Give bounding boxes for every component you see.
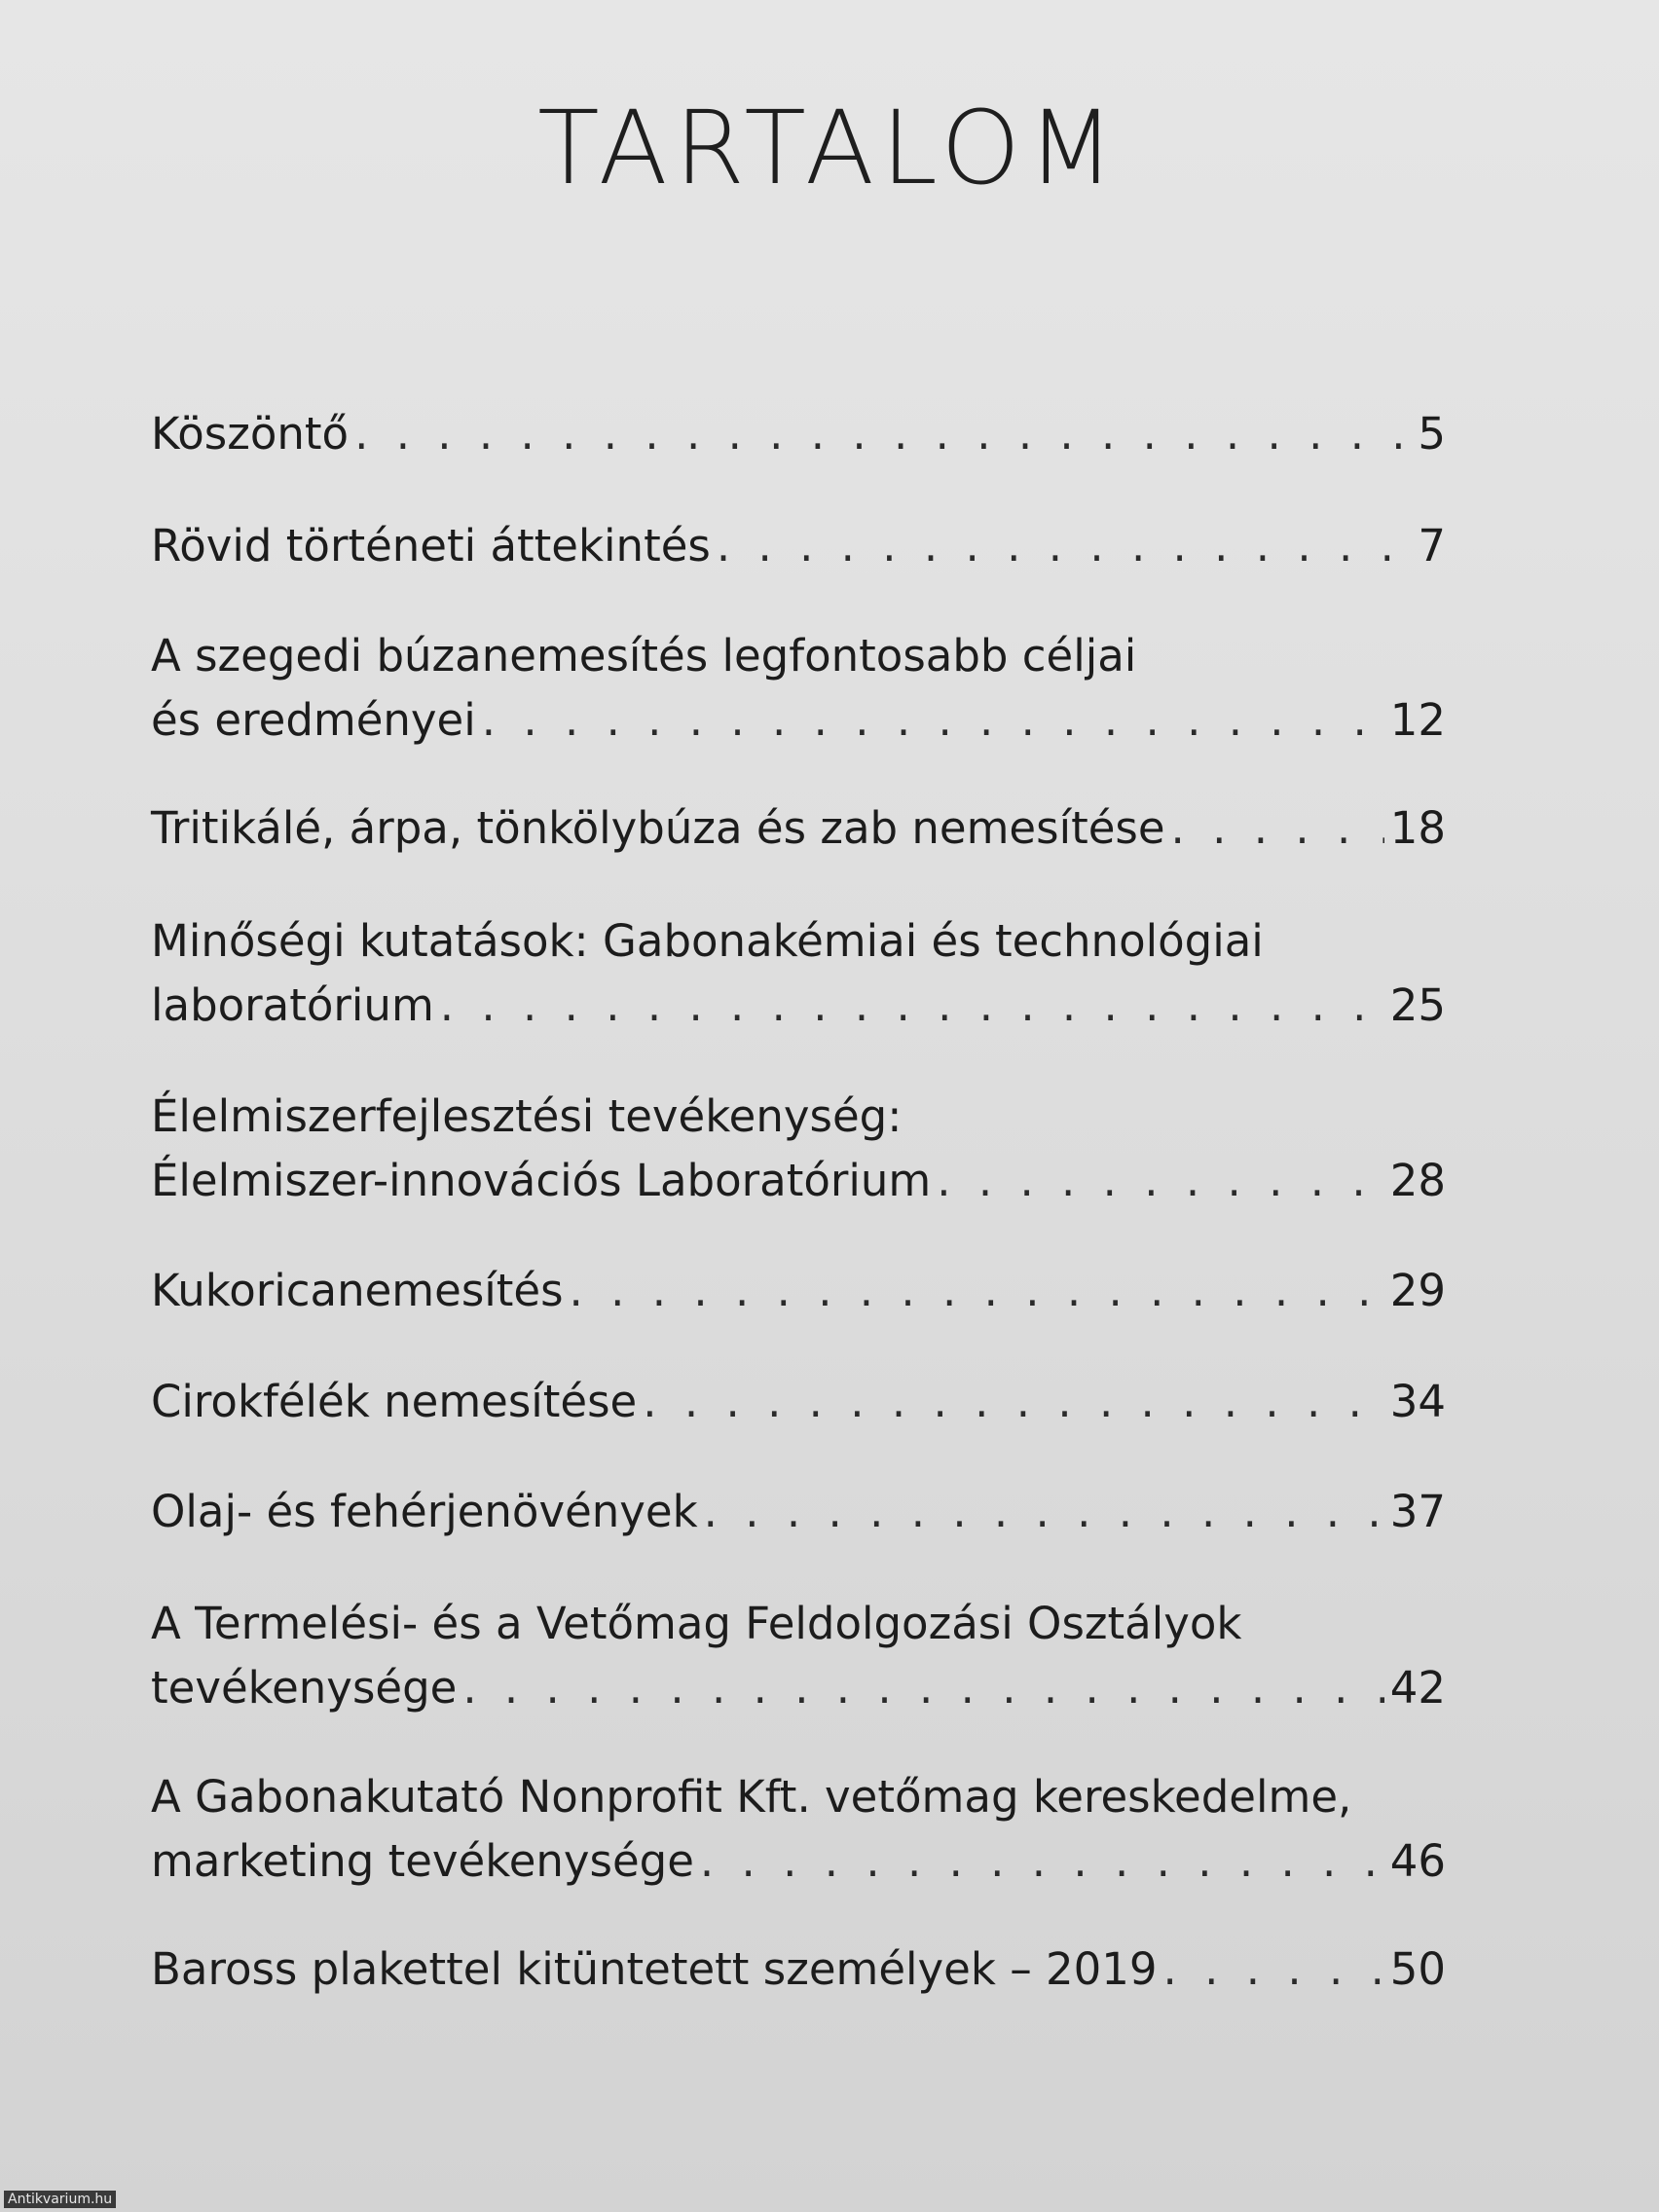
page-title: TARTALOM: [537, 89, 1122, 207]
toc-page-number: 50: [1389, 1943, 1446, 1995]
toc-entry: [151, 402, 1446, 466]
toc-entry: [151, 1592, 1446, 1720]
toc-page-number: 29: [1389, 1265, 1446, 1316]
toc-entry-title: Kukoricanemesítés: [151, 1265, 564, 1316]
toc-entry: [151, 1259, 1446, 1323]
toc-entry-title-line1: Minőségi kutatások: Gabonakémiai és technológiai: [151, 915, 1264, 967]
toc-entry-title-line1: Élelmiszerfejlesztési tevékenység:: [151, 1090, 903, 1142]
dot-leader: [1163, 1937, 1384, 2002]
toc-entry-title: Élelmiszer-innovációs Laboratórium: [151, 1155, 932, 1206]
dot-leader: [700, 1829, 1384, 1894]
toc-page-number: 42: [1389, 1662, 1446, 1714]
toc-entry: [151, 1937, 1446, 2002]
toc-entry-title: marketing tevékenysége: [151, 1835, 694, 1887]
toc-entry-title: és eredményei: [151, 694, 476, 746]
toc-entry-title: Köszöntő: [151, 408, 350, 460]
toc-entry-title: Olaj- és fehérjenövények: [151, 1486, 698, 1537]
toc-page-number: 18: [1389, 802, 1446, 854]
dot-leader: [440, 974, 1384, 1038]
dot-leader: [482, 688, 1384, 753]
toc-entry-title: tevékenysége: [151, 1662, 458, 1714]
toc-entry-title-line1: A Gabonakutató Nonprofit Kft. vetőmag kereskedelme,: [151, 1771, 1352, 1823]
toc-entry: [151, 1765, 1446, 1894]
toc-entry-title: Cirokfélék nemesítése: [151, 1376, 638, 1427]
toc-entry-title-line1: A Termelési- és a Vetőmag Feldolgozási Osztályok: [151, 1598, 1242, 1649]
toc-entry: [151, 624, 1446, 753]
toc-page-number: 25: [1389, 979, 1446, 1031]
toc-entry-title-line1: A szegedi búzanemesítés legfontosabb céljai: [151, 630, 1137, 682]
watermark: Antikvarium.hu: [4, 2191, 116, 2208]
toc-entry: [151, 909, 1446, 1038]
toc-page-number: 34: [1389, 1376, 1446, 1427]
toc-page-number: 46: [1389, 1835, 1446, 1887]
dot-leader: [462, 1656, 1383, 1720]
toc-page-number: 28: [1389, 1155, 1446, 1206]
dot-leader: [354, 402, 1412, 466]
toc-entry-title: Tritikálé, árpa, tönkölybúza és zab nemesítése: [151, 802, 1165, 854]
toc-entry: [151, 1085, 1446, 1213]
toc-entry: [151, 514, 1446, 578]
toc-entry-title: Baross plakettel kitüntetett személyek – 2019: [151, 1943, 1158, 1995]
toc-entry-title: Rövid történeti áttekintés: [151, 520, 711, 571]
dot-leader: [937, 1149, 1384, 1213]
toc-page-number: 5: [1418, 408, 1446, 460]
toc-entry: [151, 796, 1446, 861]
toc-page-number: 12: [1389, 694, 1446, 746]
dot-leader: [1171, 796, 1384, 861]
toc-page-number: 37: [1389, 1486, 1446, 1537]
dot-leader: [570, 1259, 1384, 1323]
toc-entry: [151, 1370, 1446, 1434]
toc-page-number: 7: [1418, 520, 1446, 571]
dot-leader: [643, 1370, 1383, 1434]
toc-entry-title: laboratórium: [151, 979, 434, 1031]
toc-entry: [151, 1480, 1446, 1544]
dot-leader: [704, 1480, 1384, 1544]
dot-leader: [717, 514, 1413, 578]
